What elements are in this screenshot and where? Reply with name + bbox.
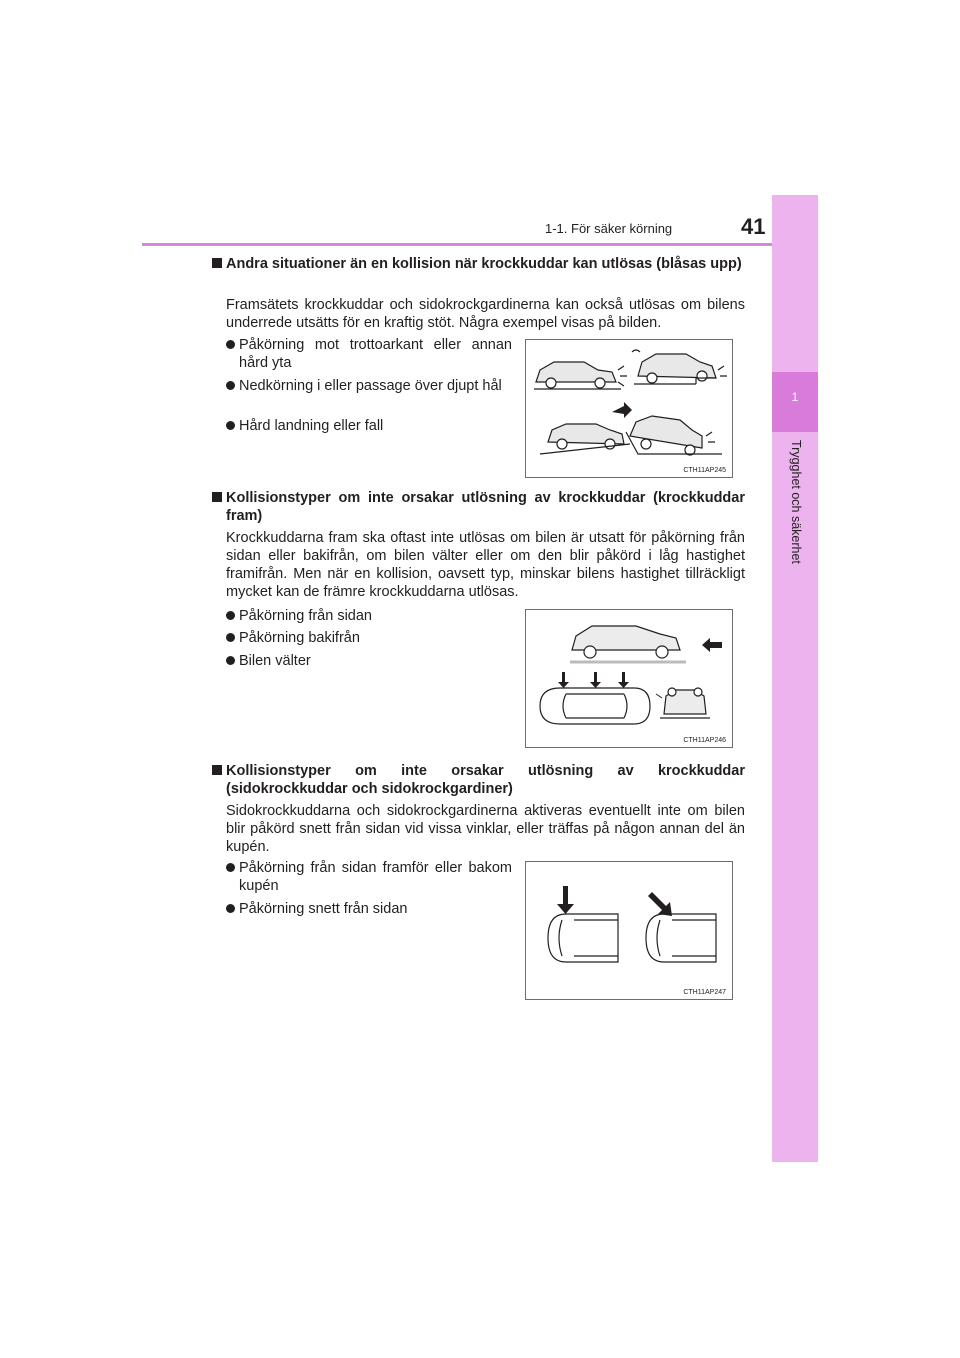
list-item: Påkörning snett från sidan bbox=[226, 900, 512, 918]
bullet-icon bbox=[226, 340, 235, 349]
heading-square-icon bbox=[212, 492, 222, 502]
section-body-1: Framsätets krockkuddar och sidokrockgardinerna kan också utlösas om bilens underrede utsätts för en kraftig stöt. Några exempel visas på bilden. bbox=[226, 297, 745, 331]
figure-curb-impact bbox=[525, 339, 733, 478]
bullet-icon bbox=[226, 863, 235, 872]
car-impact-illustration bbox=[526, 340, 732, 477]
figure-code: CTH11AP246 bbox=[683, 737, 726, 744]
car-collision-illustration bbox=[526, 610, 732, 747]
side-impact-illustration bbox=[526, 862, 732, 999]
chapter-tab bbox=[772, 195, 818, 1162]
bullet-icon bbox=[226, 381, 235, 390]
section-heading-1: Andra situationer än en kollision när krockkuddar kan utlösas (blåsas upp) bbox=[212, 255, 745, 273]
section-body-3: Sidokrockkuddarna och sidokrockgardinerna aktiveras eventuellt inte om bilen blir påkörd snett från sidan vid vissa vinklar, eller träffas på någon annan del än kupén. bbox=[226, 803, 745, 855]
section-body-2: Krockkuddarna fram ska oftast inte utlösas om bilen är utsatt för påkörning från sidan eller bakifrån, om bilen välter eller om den blir påkörd i låg hastighet framifrån. Men när en kollision, oavsett typ, minskar bilens hastighet tillräckligt mycket kan de främre krockkuddarna utlösas. bbox=[226, 530, 745, 600]
list-item: Påkörning bakifrån bbox=[226, 629, 512, 647]
page-number: 41 bbox=[741, 214, 766, 239]
list-item: Påkörning från sidan framför eller bakom kupén bbox=[226, 859, 512, 895]
heading-square-icon bbox=[212, 765, 222, 775]
list-item: Nedkörning i eller passage över djupt hål bbox=[226, 377, 512, 395]
bullet-icon bbox=[226, 656, 235, 665]
bullet-icon bbox=[226, 904, 235, 913]
figure-code: CTH11AP245 bbox=[683, 467, 726, 474]
list-item: Hård landning eller fall bbox=[226, 417, 512, 435]
chapter-title: Trygghet och säkerhet bbox=[789, 440, 803, 564]
figure-side-impact bbox=[525, 861, 733, 1000]
bullet-icon bbox=[226, 633, 235, 642]
figure-code: CTH11AP247 bbox=[683, 989, 726, 996]
heading-square-icon bbox=[212, 258, 222, 268]
list-item: Påkörning mot trottoarkant eller annan hård yta bbox=[226, 336, 512, 372]
section-heading-3: Kollisionstyper om inte orsakar utlösning av krockkuddar (sidokrockkuddar och sidokrockgardiner) bbox=[212, 762, 745, 798]
section-heading-2: Kollisionstyper om inte orsakar utlösning av krockkuddar (krockkuddar fram) bbox=[212, 489, 745, 525]
figure-collision-types bbox=[525, 609, 733, 748]
chapter-number: 1 bbox=[791, 390, 799, 404]
list-item: Bilen välter bbox=[226, 652, 512, 670]
header-rule bbox=[142, 243, 790, 246]
bullet-icon bbox=[226, 611, 235, 620]
list-item: Påkörning från sidan bbox=[226, 607, 512, 625]
bullet-icon bbox=[226, 421, 235, 430]
section-title: 1-1. För säker körning bbox=[545, 221, 673, 236]
